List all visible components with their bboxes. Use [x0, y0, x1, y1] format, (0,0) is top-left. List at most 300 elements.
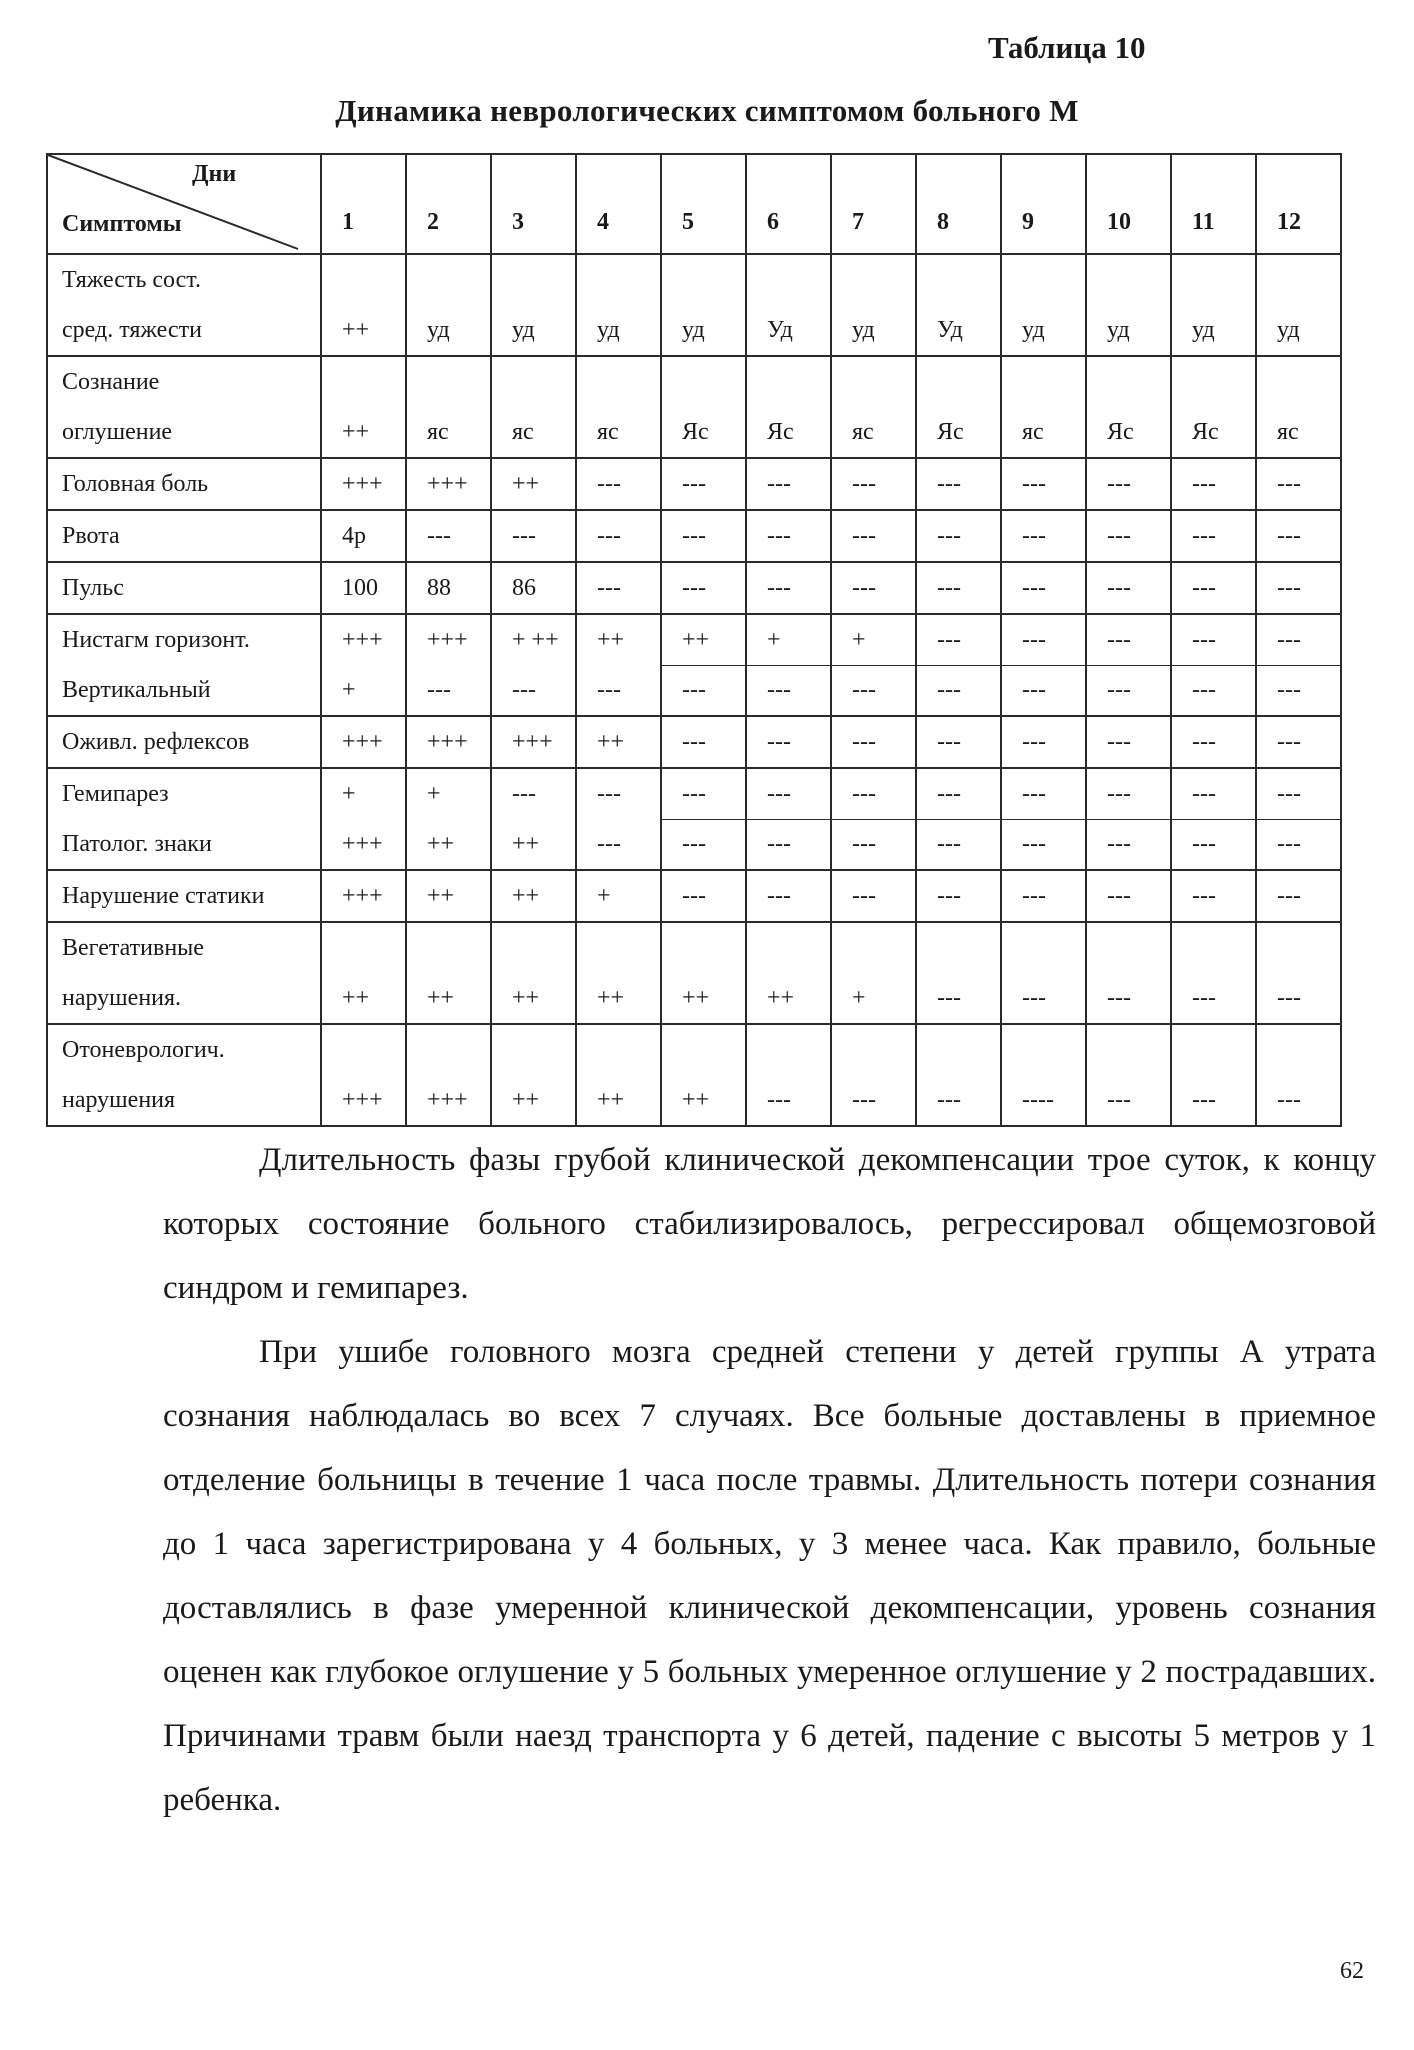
- symptom-label: Сознание: [62, 369, 160, 395]
- value: ---: [852, 523, 876, 549]
- value-top: ++: [682, 627, 710, 653]
- value: ---: [1107, 985, 1131, 1011]
- value: ---: [1192, 575, 1216, 601]
- value-cell: [406, 254, 491, 356]
- value: Яс: [937, 419, 964, 445]
- value-top: +++: [427, 627, 468, 653]
- value: ---: [1022, 471, 1046, 497]
- symptom-label: Гемипарез: [62, 781, 169, 807]
- value-cell: [661, 356, 746, 458]
- value-cell: [1256, 870, 1341, 922]
- value-top: ---: [1107, 627, 1131, 653]
- value: ---: [597, 831, 621, 857]
- value-cell: [746, 1024, 831, 1126]
- value: +++: [427, 471, 468, 497]
- symptom-label-cell: [47, 562, 321, 614]
- value-top: [427, 923, 490, 973]
- value-cell: [916, 562, 1001, 614]
- value-cell: [661, 614, 746, 716]
- value: +++: [512, 729, 553, 755]
- symptom-label: нарушения.: [62, 985, 182, 1011]
- value: ++: [682, 1087, 710, 1113]
- value-cell: [576, 254, 661, 356]
- value-cell: [1086, 768, 1171, 870]
- value: ---: [427, 677, 451, 703]
- value: +: [852, 985, 866, 1011]
- value-cell: [1256, 922, 1341, 1024]
- symptom-label-cell: [47, 458, 321, 510]
- value-top: [852, 1025, 915, 1075]
- day-header: 8: [916, 154, 1001, 254]
- value-cell: [1086, 614, 1171, 716]
- value-top: [1107, 1025, 1170, 1075]
- value-cell: [661, 510, 746, 562]
- symptom-label-cell: [47, 922, 321, 1024]
- value: ---: [767, 883, 791, 909]
- value: ---: [1087, 665, 1170, 714]
- table-row: [47, 922, 1341, 1024]
- value: уд: [597, 317, 620, 343]
- corner-symptoms-label: Симптомы: [62, 211, 182, 237]
- value: ---: [917, 819, 1000, 868]
- diagonal-divider: [48, 155, 322, 255]
- value-cell: [746, 614, 831, 716]
- value: уд: [852, 317, 875, 343]
- value: ---: [1107, 523, 1131, 549]
- symptom-label-cell: [47, 870, 321, 922]
- value-cell: [916, 1024, 1001, 1126]
- value-top: ---: [852, 781, 876, 807]
- value: ---: [597, 677, 621, 703]
- value-cell: [1086, 458, 1171, 510]
- symptom-label-cell: [47, 254, 321, 356]
- value: ---: [852, 729, 876, 755]
- value-cell: [1086, 510, 1171, 562]
- table-row: [47, 458, 1341, 510]
- value: ---: [767, 1087, 791, 1113]
- value: ++: [682, 985, 710, 1011]
- value: 86: [512, 575, 536, 601]
- value: Яс: [682, 419, 709, 445]
- value-cell: [1256, 510, 1341, 562]
- value-cell: [1001, 716, 1086, 768]
- value: ---: [1192, 523, 1216, 549]
- value-cell: [746, 254, 831, 356]
- day-header: 2: [406, 154, 491, 254]
- value-cell: [321, 1024, 406, 1126]
- value: яс: [512, 419, 534, 445]
- value-top: [767, 255, 830, 305]
- value-cell: [576, 510, 661, 562]
- value-cell: [321, 870, 406, 922]
- value-cell: [576, 768, 661, 870]
- value-cell: [831, 1024, 916, 1126]
- value: ---: [1002, 819, 1085, 868]
- value-cell: [491, 562, 576, 614]
- value-cell: [916, 614, 1001, 716]
- value: ---: [1172, 819, 1255, 868]
- value: ---: [1192, 729, 1216, 755]
- value-cell: [1171, 562, 1256, 614]
- value-cell: [1171, 356, 1256, 458]
- value: ---: [937, 729, 961, 755]
- value-cell: [576, 716, 661, 768]
- value-cell: [1256, 768, 1341, 870]
- value: ---: [1277, 523, 1301, 549]
- value-cell: [406, 716, 491, 768]
- table-row: [47, 254, 1341, 356]
- value-cell: [661, 922, 746, 1024]
- value-cell: [1171, 458, 1256, 510]
- value-top: [1107, 255, 1170, 305]
- value-top: [767, 357, 830, 407]
- value: ----: [1022, 1087, 1054, 1113]
- value-cell: [321, 716, 406, 768]
- value-top: +: [427, 781, 441, 807]
- value: яс: [852, 419, 874, 445]
- value-cell: [661, 870, 746, 922]
- value-cell: [491, 458, 576, 510]
- value-cell: [491, 614, 576, 716]
- value-top: [852, 357, 915, 407]
- value-cell: [491, 356, 576, 458]
- value: ---: [682, 575, 706, 601]
- value-cell: [1001, 1024, 1086, 1126]
- value-cell: [916, 254, 1001, 356]
- value: ---: [1107, 729, 1131, 755]
- symptom-label-cell: [47, 614, 321, 716]
- symptom-label: Тяжесть сост.: [62, 267, 201, 293]
- value-cell: [576, 614, 661, 716]
- value-cell: [491, 768, 576, 870]
- value-top: [937, 357, 1000, 407]
- table-row: [47, 356, 1341, 458]
- value: ---: [682, 523, 706, 549]
- value-cell: [321, 562, 406, 614]
- value-top: [342, 1025, 405, 1075]
- value: +++: [342, 831, 383, 857]
- value-top: [1277, 923, 1340, 973]
- value-cell: [1171, 254, 1256, 356]
- value-top: +++: [342, 627, 383, 653]
- day-header: 1: [321, 154, 406, 254]
- value-cell: [321, 458, 406, 510]
- value-top: ---: [937, 781, 961, 807]
- table-row: [47, 716, 1341, 768]
- value: ---: [1192, 471, 1216, 497]
- value: ---: [1087, 819, 1170, 868]
- value-cell: [321, 768, 406, 870]
- value: +++: [342, 471, 383, 497]
- value: +: [342, 677, 356, 703]
- value-top: [1277, 255, 1340, 305]
- value: +++: [342, 729, 383, 755]
- day-header: 10: [1086, 154, 1171, 254]
- value: ---: [767, 471, 791, 497]
- value-cell: [1001, 562, 1086, 614]
- value-cell: [1086, 870, 1171, 922]
- value: уд: [512, 317, 535, 343]
- value-cell: [831, 716, 916, 768]
- value: ---: [1192, 985, 1216, 1011]
- value-cell: [576, 562, 661, 614]
- value-top: [427, 357, 490, 407]
- value-top: ---: [1107, 781, 1131, 807]
- table-row: [47, 510, 1341, 562]
- value-top: [512, 357, 575, 407]
- value-cell: [491, 922, 576, 1024]
- value-cell: [746, 510, 831, 562]
- value-cell: [321, 510, 406, 562]
- value: ---: [1022, 575, 1046, 601]
- symptom-label-cell: [47, 356, 321, 458]
- value: ---: [1277, 985, 1301, 1011]
- value-cell: [746, 562, 831, 614]
- value: ++: [767, 985, 795, 1011]
- value-top: ---: [1277, 781, 1301, 807]
- day-header: 9: [1001, 154, 1086, 254]
- value: 88: [427, 575, 451, 601]
- value: ---: [937, 523, 961, 549]
- value-top: [852, 255, 915, 305]
- value-cell: [916, 716, 1001, 768]
- value-cell: [661, 562, 746, 614]
- value-top: [1192, 357, 1255, 407]
- value: Яс: [1192, 419, 1219, 445]
- value-top: ---: [937, 627, 961, 653]
- value: ---: [427, 523, 451, 549]
- value-top: ---: [597, 781, 621, 807]
- value-top: [1192, 923, 1255, 973]
- value-top: [852, 923, 915, 973]
- value: ---: [937, 575, 961, 601]
- value-cell: [576, 356, 661, 458]
- value-cell: [1086, 1024, 1171, 1126]
- table-row: [47, 1024, 1341, 1126]
- value-top: [1022, 1025, 1085, 1075]
- value-cell: [406, 562, 491, 614]
- page-number: 62: [1340, 1958, 1364, 1984]
- value: яс: [427, 419, 449, 445]
- value-cell: [1001, 254, 1086, 356]
- value-top: ---: [1192, 627, 1216, 653]
- value: ---: [1002, 665, 1085, 714]
- value-cell: [406, 458, 491, 510]
- value-top: [1192, 255, 1255, 305]
- value-top: [1022, 255, 1085, 305]
- symptom-label: Патолог. знаки: [62, 831, 212, 857]
- value-cell: [1001, 510, 1086, 562]
- value-cell: [1256, 1024, 1341, 1126]
- value-top: [597, 923, 660, 973]
- value: ---: [1277, 729, 1301, 755]
- value: ++: [427, 831, 455, 857]
- value: ---: [852, 1087, 876, 1113]
- value-top: [682, 1025, 745, 1075]
- value: ---: [1257, 665, 1340, 714]
- value-cell: [406, 614, 491, 716]
- paragraph-1: [163, 1128, 1376, 1320]
- value: ---: [937, 985, 961, 1011]
- value: ++: [342, 985, 370, 1011]
- value: ---: [767, 523, 791, 549]
- value: яс: [1022, 419, 1044, 445]
- value: ---: [512, 677, 536, 703]
- value: +++: [427, 1087, 468, 1113]
- value: яс: [1277, 419, 1299, 445]
- value: ---: [1277, 471, 1301, 497]
- value-cell: [1001, 356, 1086, 458]
- value: Уд: [937, 317, 963, 343]
- value-cell: [916, 510, 1001, 562]
- value: ---: [1107, 471, 1131, 497]
- corner-cell: [47, 154, 321, 254]
- value-cell: [831, 562, 916, 614]
- value-top: [342, 357, 405, 407]
- value: ---: [852, 471, 876, 497]
- value-cell: [576, 922, 661, 1024]
- value-cell: [406, 922, 491, 1024]
- value-cell: [1256, 356, 1341, 458]
- corner-days-label: Дни: [192, 161, 237, 187]
- value-cell: [831, 870, 916, 922]
- value-top: [512, 923, 575, 973]
- value: ---: [747, 819, 830, 868]
- value: ++: [597, 1087, 625, 1113]
- value-cell: [661, 458, 746, 510]
- value-top: [597, 357, 660, 407]
- value-cell: [491, 716, 576, 768]
- value-top: [512, 255, 575, 305]
- value: ---: [1107, 883, 1131, 909]
- value-top: ---: [682, 781, 706, 807]
- value: ---: [662, 665, 745, 714]
- value: ---: [1192, 1087, 1216, 1113]
- value: ---: [937, 883, 961, 909]
- value: ---: [1277, 883, 1301, 909]
- value: уд: [427, 317, 450, 343]
- value-cell: [491, 870, 576, 922]
- symptom-label: Вертикальный: [62, 677, 211, 703]
- paragraph-1-text: Длительность фазы грубой клинической декомпенсации трое суток, к концу которых состояние больного стабилизировалось, регрессировал общемозговой синдром и гемипарез.: [163, 1142, 1376, 1306]
- value: ---: [682, 729, 706, 755]
- value-cell: [831, 614, 916, 716]
- value-cell: [916, 356, 1001, 458]
- value-cell: [831, 510, 916, 562]
- value: ---: [767, 729, 791, 755]
- table-row: [47, 562, 1341, 614]
- value-top: [1192, 1025, 1255, 1075]
- value-cell: [831, 922, 916, 1024]
- value-cell: [1256, 614, 1341, 716]
- value-top: [1277, 357, 1340, 407]
- value-cell: [661, 716, 746, 768]
- value-cell: [1171, 922, 1256, 1024]
- value: ---: [1277, 575, 1301, 601]
- value: ++: [512, 883, 540, 909]
- value-top: [682, 357, 745, 407]
- value-cell: [746, 458, 831, 510]
- value-cell: [916, 458, 1001, 510]
- value: ++: [342, 419, 370, 445]
- value-cell: [916, 922, 1001, 1024]
- day-header: 11: [1171, 154, 1256, 254]
- value: яс: [597, 419, 619, 445]
- symptom-label-cell: [47, 1024, 321, 1126]
- value-top: [427, 1025, 490, 1075]
- value: ---: [1107, 1087, 1131, 1113]
- value: ---: [512, 523, 536, 549]
- value-cell: [491, 510, 576, 562]
- value-cell: [406, 768, 491, 870]
- symptom-label: Оживл. рефлексов: [62, 729, 250, 755]
- value-cell: [1256, 562, 1341, 614]
- value: ++: [597, 985, 625, 1011]
- value: ---: [747, 665, 830, 714]
- value: ---: [1022, 729, 1046, 755]
- value: ---: [937, 1087, 961, 1113]
- value-cell: [746, 716, 831, 768]
- value: ---: [682, 471, 706, 497]
- value: +++: [427, 729, 468, 755]
- value: ---: [937, 471, 961, 497]
- value: Уд: [767, 317, 793, 343]
- value: ---: [682, 883, 706, 909]
- value-cell: [661, 254, 746, 356]
- symptom-label: Нарушение статики: [62, 883, 265, 909]
- value: Яс: [1107, 419, 1134, 445]
- value-cell: [1086, 254, 1171, 356]
- symptom-label: Рвота: [62, 523, 120, 549]
- value-top: [1022, 357, 1085, 407]
- value-cell: [1256, 254, 1341, 356]
- value-cell: [576, 870, 661, 922]
- value-top: +: [767, 627, 781, 653]
- value-top: [1107, 923, 1170, 973]
- symptom-label: Отоневрологич.: [62, 1037, 225, 1063]
- value: ---: [1022, 523, 1046, 549]
- symptom-label: сред. тяжести: [62, 317, 202, 343]
- value-top: [597, 1025, 660, 1075]
- day-header: 4: [576, 154, 661, 254]
- value-cell: [321, 614, 406, 716]
- value: +++: [342, 1087, 383, 1113]
- value-cell: [1256, 716, 1341, 768]
- value-cell: [831, 254, 916, 356]
- value: уд: [1022, 317, 1045, 343]
- value-cell: [1171, 716, 1256, 768]
- value-cell: [1086, 562, 1171, 614]
- symptom-label: Нистагм горизонт.: [62, 627, 250, 653]
- value: +: [597, 883, 611, 909]
- value: ++: [342, 317, 370, 343]
- value: ---: [1257, 819, 1340, 868]
- paragraph-2-text: При ушибе головного мозга средней степени у детей группы А утрата сознания наблюдалась во всех 7 случаях. Все больные доставлены в приемное отделение больницы в течение 1 часа после травмы. Длительность потери сознания до 1 часа зарегистрирована у 4 больных, у 3 менее часа. Как правило, больные доставлялись в фазе умеренной клинической декомпенсации, уровень сознания оценен как глубокое оглушение у 5 больных умеренное оглушение у 2 пострадавших. Причинами травм были наезд транспорта у 6 детей, падение с высоты 5 метров у 1 ребенка.: [163, 1334, 1376, 1818]
- value-cell: [746, 870, 831, 922]
- day-header: 3: [491, 154, 576, 254]
- value-top: [342, 923, 405, 973]
- value: уд: [1192, 317, 1215, 343]
- value-top: [937, 1025, 1000, 1075]
- value: ---: [1022, 883, 1046, 909]
- value-cell: [746, 768, 831, 870]
- value-cell: [321, 356, 406, 458]
- day-header: 6: [746, 154, 831, 254]
- value-cell: [1001, 768, 1086, 870]
- value-cell: [1171, 870, 1256, 922]
- symptoms-table: [46, 153, 1342, 1127]
- value: уд: [1277, 317, 1300, 343]
